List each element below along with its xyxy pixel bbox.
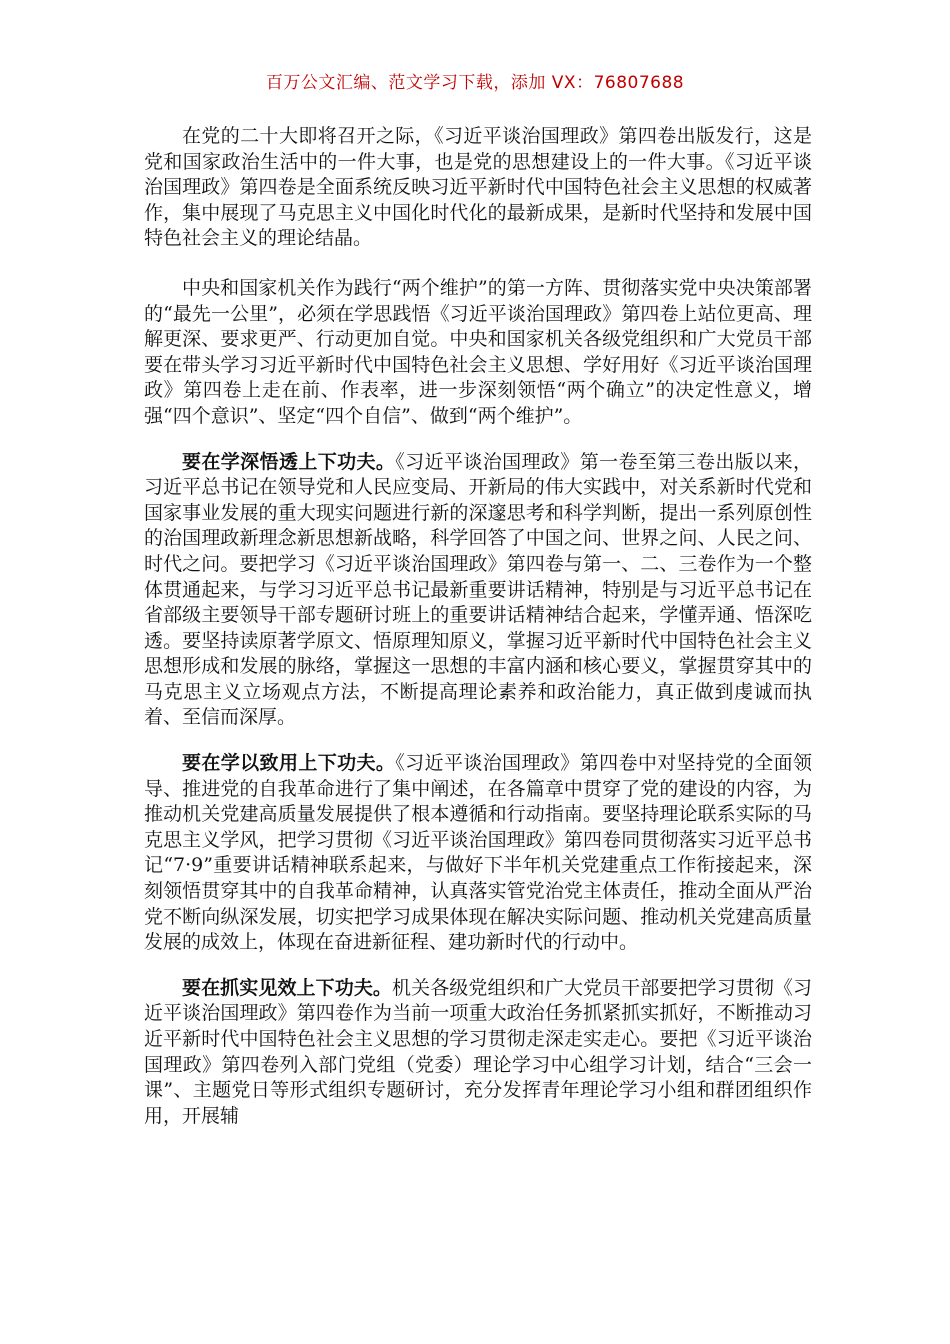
paragraph-text: 中央和国家机关作为践行“两个维护”的第一方阵、贯彻落实党中央决策部署的“最先一公里”，必须在学思践悟《习近平谈治国理政》第四卷上站位更高、理解更深、要求更严、行动更加自觉。中央和国家机关各级党组织和广大党员干部要在带头学习习近平新时代中国特色社会主义思想、学好用好《习近平谈治国理政》第四卷上走在前、作表率，进一步深刻领悟“两个确立”的决定性意义，增强“四个意识”、坚定“四个自信”、做到“两个维护”。 [144,276,812,427]
paragraph-intro [144,124,812,252]
paragraph-lead: 要在学深悟透上下功夫。 [182,450,396,473]
watermark-header: 百万公文汇编、范文学习下载，添加 VX：76807688 [265,73,685,93]
document-body [144,124,812,1149]
paragraph-central-organs [144,276,812,430]
paragraph-text: 《习近平谈治国理政》第一卷至第三卷出版以来，习近平总书记在领导党和人民应变局、开新局的伟大实践中，对关系新时代党和国家事业发展的重大现实问题进行新的深邃思考和科学判断，提出一系列原创性的治国理政新理念新思想新战略，科学回答了中国之问、世界之问、人民之问、时代之问。要把学习《习近平谈治国理政》第四卷与第一、二、三卷作为一个整体贯通起来，与学习习近平总书记最新重要讲话精神，特别是与习近平总书记在省部级主要领导干部专题研讨班上的重要讲话精神结合起来，学懂弄通、悟深吃透。要坚持读原著学原文、悟原理知原义，掌握习近平新时代中国特色社会主义思想形成和发展的脉络，掌握这一思想的丰富内涵和核心要义，掌握贯穿其中的马克思主义立场观点方法，不断提高理论素养和政治能力，真正做到虔诚而执着、至信而深厚。 [144,450,812,729]
paragraph-text: 机关各级党组织和广大党员干部要把学习贯彻《习近平谈治国理政》第四卷作为当前一项重大政治任务抓紧抓实抓好，不断推动习近平新时代中国特色社会主义思想的学习贯彻走深走实走心。要把《习近平谈治国理政》第四卷列入部门党组（党委）理论学习中心组学习计划，结合“三会一课”、主题党日等形式组织专题研讨，充分发挥青年理论学习小组和群团组织作用，开展辅 [144,976,812,1127]
paragraph-text: 在党的二十大即将召开之际，《习近平谈治国理政》第四卷出版发行，这是党和国家政治生活中的一件大事，也是党的思想建设上的一件大事。《习近平谈治国理政》第四卷是全面系统反映习近平新时代中国特色社会主义思想的权威著作，集中展现了马克思主义中国化时代化的最新成果，是新时代坚持和发展中国特色社会主义的理论结晶。 [144,125,812,250]
paragraph-text: 《习近平谈治国理政》第四卷中对坚持党的全面领导、推进党的自我革命进行了集中阐述，在各篇章中贯穿了党的建设的内容，为推动机关党建高质量发展提供了根本遵循和行动指南。要坚持理论联系实际的马克思主义学风，把学习贯彻《习近平谈治国理政》第四卷同贯彻落实习近平总书记“7·9”重要讲话精神联系起来，与做好下半年机关党建重点工作衔接起来，深刻领悟贯穿其中的自我革命精神，认真落实管党治党主体责任，推动全面从严治党不断向纵深发展，切实把学习成果体现在解决实际问题、推动机关党建高质量发展的成效上，体现在奋进新征程、建功新时代的行动中。 [144,752,812,954]
paragraph-lead: 要在抓实见效上下功夫。 [182,976,393,999]
paragraph-study-deeply [144,450,812,732]
paragraph-apply-learning [144,751,812,956]
paragraph-lead: 要在学以致用上下功夫。 [182,752,396,775]
paragraph-effective-results [144,976,812,1130]
